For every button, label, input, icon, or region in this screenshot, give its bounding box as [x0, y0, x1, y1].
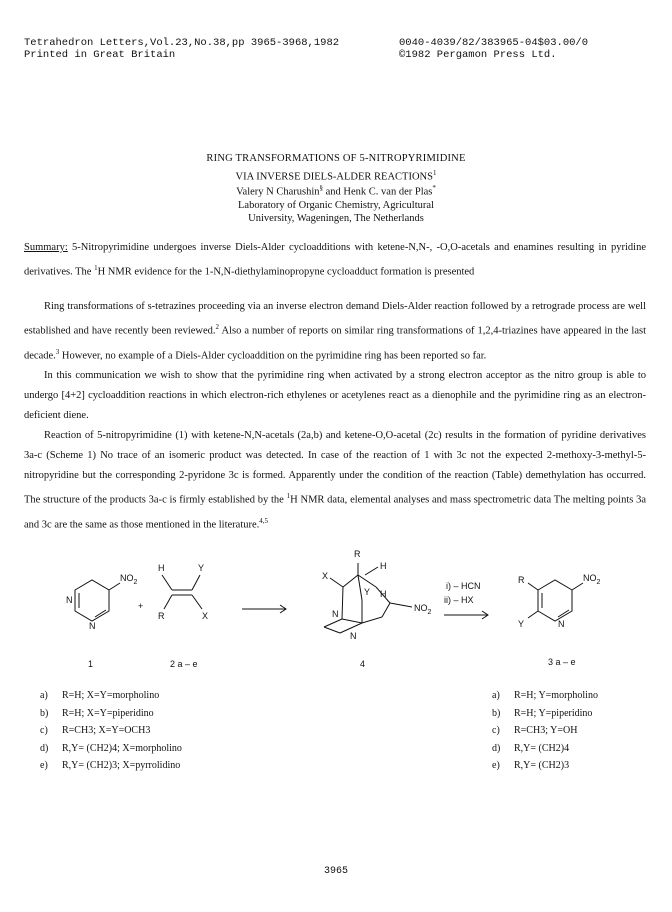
atom-n-1: N	[66, 595, 73, 605]
copyright-block	[399, 37, 588, 61]
author-2-mark: *	[432, 184, 436, 192]
no2-group-1: $NO_2$	[120, 573, 138, 586]
p3-text-b: H NMR data, elemental analyses and mass spectrometric data The melting points 3a and 3c are the same as those mentioned in the literature.	[24, 494, 647, 530]
p3-text-a: Reaction of 5-nitropyrimidine (1) with ketene-N,N-acetals (2a,b) and ketene-O,O-acetal (2c) results in the formation of pyridine derivatives 3a-c (Scheme 1) No trace of an isomeric product was detected. In case of the reaction of 1 with 3c not the expected 2-methoxy-3-methyl-5-nitropyridine but the corresponding 2-pyridone 3c is formed. Apparently under the condition of the reaction (Table) demethylation has occurred. The structure of the products 3a-c is firmly established by the	[24, 430, 646, 506]
atom-r-2: R	[158, 611, 165, 621]
item-value: R=CH3; Y=OH	[514, 725, 578, 736]
atom-y-4: Y	[364, 587, 371, 597]
item-value: R,Y= (CH2)4	[514, 742, 570, 754]
atom-h-2: H	[158, 563, 165, 573]
title-line-2-text: VIA INVERSE DIELS-ALDER REACTIONS	[235, 171, 433, 183]
list-item	[492, 740, 598, 758]
label-compound-3: 3 a – e	[548, 657, 576, 667]
journal-citation	[24, 37, 339, 61]
list-item	[492, 705, 598, 723]
printed-in-line: Printed in Great Britain	[24, 49, 176, 61]
summary-text-b: H NMR evidence for the 1-N,N-diethylaminopropyne cycloadduct formation is presented	[97, 266, 475, 278]
atom-y-3: Y	[518, 619, 525, 629]
atom-y-2: Y	[198, 563, 205, 573]
paragraph-1	[24, 297, 646, 366]
pyrimidine-ring	[75, 580, 109, 621]
item-value: R=H; X=Y=piperidino	[62, 707, 154, 719]
label-compound-2: 2 a – e	[170, 659, 198, 669]
item-key: c)	[492, 725, 500, 736]
atom-h-4b: H	[380, 589, 387, 599]
body-text	[24, 297, 646, 535]
item-key: e)	[40, 760, 48, 771]
item-key: b)	[40, 707, 49, 719]
author-block	[0, 182, 672, 225]
plus-sign: +	[138, 601, 144, 611]
item-value: R=H; Y=piperidino	[514, 707, 593, 719]
summary-text-a: 5-Nitropyrimidine undergoes inverse Diels-Alder cycloadditions with ketene-N,N-, -O,O-acetals and enamines resulting in pyridine derivatives. The	[24, 242, 646, 278]
step-2: ii) – HX	[444, 595, 474, 605]
title-footnote-mark: 1	[432, 169, 437, 177]
p1-text-b: Also a number of reports on similar ring transformations of 1,2,4-triazines have appeared in the last decade.	[24, 325, 646, 361]
no2-group-4: $NO_2$	[414, 603, 432, 616]
item-key: e)	[492, 760, 500, 771]
article-title	[0, 152, 672, 185]
atom-n-3p: N	[558, 619, 565, 629]
author-names	[0, 182, 672, 199]
list-item	[40, 705, 182, 723]
atom-r-3: R	[518, 575, 525, 585]
item-value: R=H; X=Y=morpholino	[62, 690, 160, 701]
issn-line: 0040-4039/82/383965-04$03.00/0	[399, 37, 589, 49]
affiliation-line-1: Laboratory of Organic Chemistry, Agricultural	[238, 199, 434, 211]
item-value: R,Y= (CH2)3; X=pyrrolidino	[62, 760, 181, 771]
paragraph-2: In this communication we wish to show that the pyrimidine ring when activated by a strong electron acceptor as the nitro group is able to undergo [4+2] cycloaddition reactions in which electron-rich ethylenes or acetylenes react as a dienophile and the pyrimidine ring as an electron-deficient diene.	[24, 370, 646, 421]
item-value: R,Y= (CH2)3	[514, 760, 570, 771]
list-item	[40, 757, 182, 775]
p3-sup-h: 1	[286, 492, 291, 500]
list-item	[492, 687, 598, 705]
p1-ref-2: 2	[215, 323, 220, 331]
label-compound-1: 1	[88, 659, 94, 669]
label-compound-4: 4	[360, 659, 366, 669]
substituents-list-2	[40, 687, 182, 775]
atom-x-2: X	[202, 611, 209, 621]
item-value: R,Y= (CH2)4; X=morpholino	[62, 742, 182, 754]
p1-ref-3: 3	[55, 347, 60, 356]
list-item	[492, 722, 598, 740]
atom-r-4: R	[354, 549, 361, 559]
p1-text-a: Ring transformations of s-tetrazines proceeding via an inverse electron demand Diels-Alder reaction followed by a retrograde process are well established and have recently been reviewed.	[24, 301, 646, 337]
list-item	[40, 722, 182, 740]
atom-n-3: N	[89, 621, 96, 631]
author-1-mark: §	[319, 184, 324, 192]
reaction-scheme	[40, 545, 640, 675]
summary-sup: 1	[94, 264, 98, 272]
step-1: i) – HCN	[446, 581, 481, 591]
atom-n-4b: N	[350, 631, 357, 641]
author-2: and Henk C. van der Plas	[323, 186, 433, 198]
scheme-drawing	[40, 545, 640, 675]
p1-text-c: However, no example of a Diels-Alder cycloaddition on the pyrimidine ring has been reported so far.	[59, 350, 487, 361]
item-key: d)	[40, 742, 49, 754]
item-value: R=H; Y=morpholino	[514, 690, 598, 701]
title-line-1: RING TRANSFORMATIONS OF 5-NITROPYRIMIDINE	[206, 153, 466, 164]
atom-x-4: X	[322, 571, 329, 581]
p3-ref-45: 4,5	[259, 516, 269, 525]
paragraph-3	[24, 426, 646, 535]
item-key: d)	[492, 742, 501, 754]
affiliation-line-2: University, Wageningen, The Netherlands	[248, 212, 424, 224]
item-value: R=CH3; X=Y=OCH3	[62, 725, 151, 736]
atom-n-4a: N	[332, 609, 339, 619]
substituents-list-3	[492, 687, 598, 775]
summary-paragraph	[24, 238, 646, 283]
list-item	[40, 687, 182, 705]
no2-group-3: $NO_2$	[583, 573, 601, 586]
list-item	[40, 740, 182, 758]
item-key: c)	[40, 725, 48, 736]
copyright-line: ©1982 Pergamon Press Ltd.	[399, 49, 557, 61]
item-key: a)	[40, 690, 48, 701]
page-number: 3965	[323, 866, 348, 877]
atom-h-4a: H	[380, 561, 387, 571]
list-item	[492, 757, 598, 775]
citation-line: Tetrahedron Letters,Vol.23,No.38,pp 3965-3968,1982	[24, 37, 340, 49]
pyridine-ring	[538, 580, 572, 621]
summary-label: Summary:	[24, 242, 68, 253]
author-1: Valery N Charushin	[236, 186, 320, 198]
item-key: a)	[492, 690, 500, 701]
item-key: b)	[492, 707, 501, 719]
